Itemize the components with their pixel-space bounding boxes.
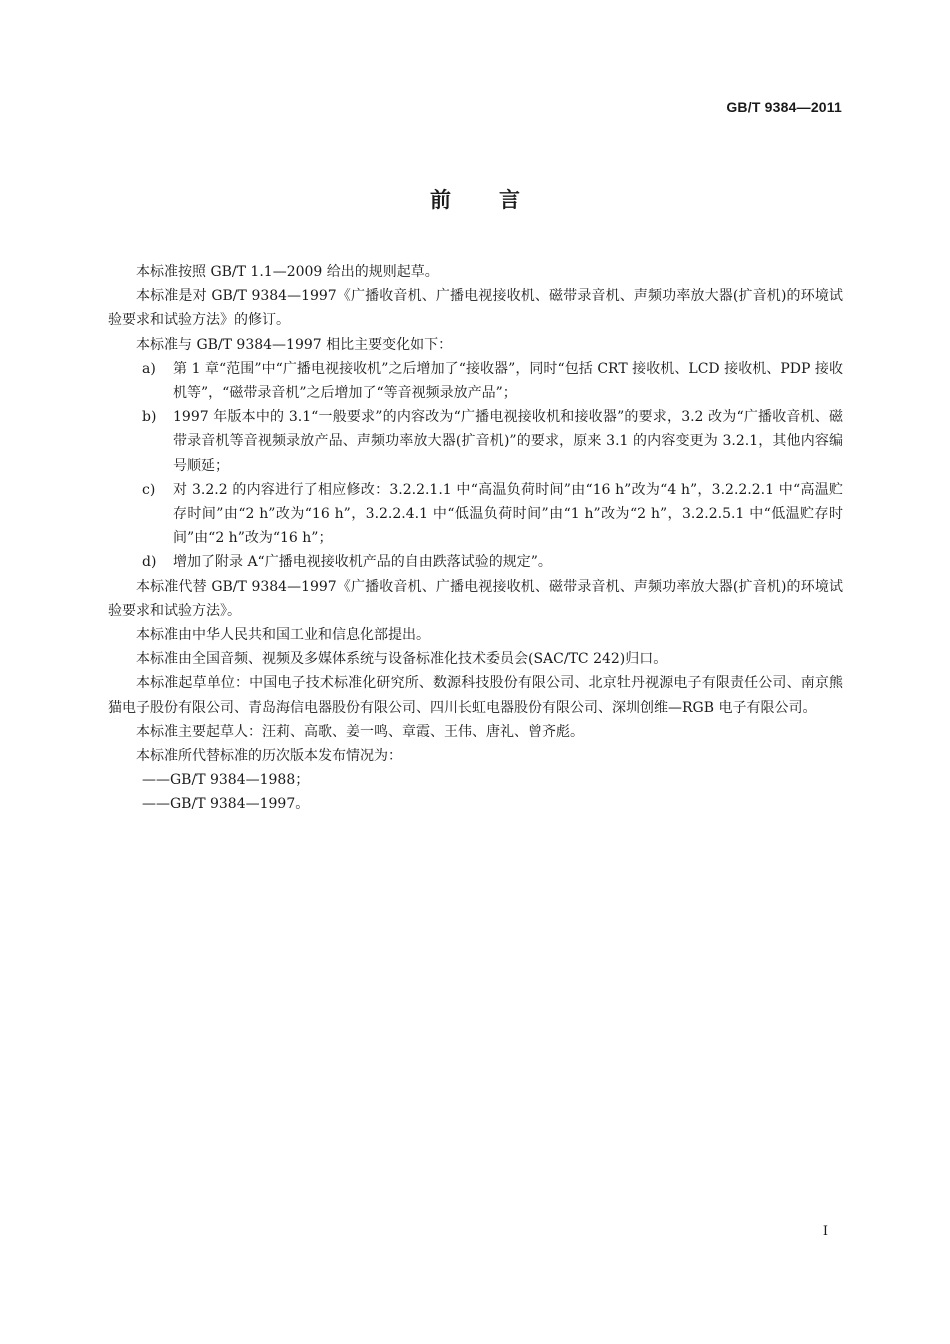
list-marker: a) (142, 360, 156, 377)
change-list-item (108, 550, 843, 574)
page-number: I (822, 1224, 828, 1239)
body-paragraph: 本标准代替 GB/T 9384—1997《广播收音机、广播电视接收机、磁带录音机、声频功率放大器(扩音机)的环境试验要求和试验方法》。 (108, 578, 843, 619)
list-text: 增加了附录 A“广播电视接收机产品的自由跌落试验的规定”。 (173, 554, 552, 571)
list-text: 对 3.2.2 的内容进行了相应修改：3.2.2.1.1 中“高温负荷时间”由“16 h”改为“4 h”，3.2.2.2.1 中“高温贮存时间”由“2 h”改为“16 h”，3.2.2.4.1 中“低温负荷时间”由“1 h”改为“2 h”，3.2.2.5.1 中“低温贮存时间”由“2 h”改为“16 h”； (173, 481, 843, 547)
standard-code: GB/T 9384—2011 (726, 99, 842, 115)
change-list-item (108, 478, 843, 551)
previous-version-item: ——GB/T 9384—1997。 (142, 796, 310, 813)
list-text: 第 1 章“范围”中“广播电视接收机”之后增加了“接收器”，同时“包括 CRT 接收机、LCD 接收机、PDP 接收机等”，“磁带录音机”之后增加了“等音视频录放产品”； (173, 360, 843, 402)
body-paragraph: 本标准由全国音频、视频及多媒体系统与设备标准化技术委员会(SAC/TC 242)归口。 (136, 651, 668, 668)
body-paragraph: 本标准由中华人民共和国工业和信息化部提出。 (136, 627, 430, 644)
change-list-item (108, 357, 843, 405)
body-paragraph: 本标准起草单位：中国电子技术标准化研究所、数源科技股份有限公司、北京牡丹视源电子有限责任公司、南京熊猫电子股份有限公司、青岛海信电器股份有限公司、四川长虹电器股份有限公司、深圳创维—RGB 电子有限公司。 (108, 675, 843, 716)
previous-version-item: ——GB/T 9384—1988； (142, 772, 310, 789)
body-paragraph: 本标准所代替标准的历次版本发布情况为： (136, 748, 402, 765)
list-marker: d) (142, 554, 157, 571)
body-paragraph: 本标准主要起草人：汪莉、高歌、姜一鸣、章霞、王伟、唐礼、曾齐彪。 (136, 723, 584, 740)
document-body (108, 260, 843, 817)
intro-paragraph: 本标准是对 GB/T 9384—1997《广播收音机、广播电视接收机、磁带录音机、声频功率放大器(扩音机)的环境试验要求和试验方法》的修订。 (108, 288, 843, 329)
intro-paragraph: 本标准与 GB/T 9384—1997 相比主要变化如下： (136, 336, 453, 353)
list-marker: b) (142, 409, 157, 426)
list-text: 1997 年版本中的 3.1“一般要求”的内容改为“广播电视接收机和接收器”的要求，3.2 改为“广播收音机、磁带录音机等音视频录放产品、声频功率放大器(扩音机)”的要求，原来 3.1 的内容变更为 3.2.1，其他内容编号顺延； (173, 409, 843, 474)
change-list-item (108, 405, 843, 478)
intro-paragraph: 本标准按照 GB/T 1.1—2009 给出的规则起草。 (136, 264, 439, 280)
list-marker: c) (142, 481, 156, 498)
page-title: 前言 (430, 188, 568, 212)
